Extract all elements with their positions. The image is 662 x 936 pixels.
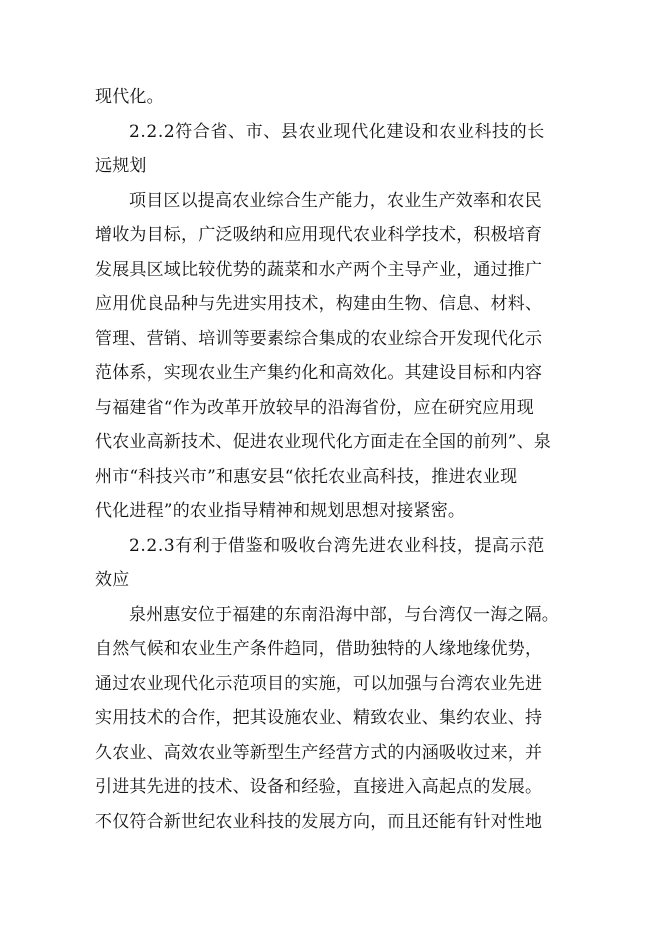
paragraph-line: 实用技术的合作，把其设施农业、精致农业、集约农业、持 [95,708,543,728]
paragraph-line: 通过农业现代化示范项目的实施，可以加强与台湾农业先进 [95,673,543,694]
paragraph-line: 与福建省“作为改革开放较早的沿海省份，应在研究应用现 [95,397,534,418]
paragraph-line: 管理、营销、培训等要素综合集成的农业综合开发现代化示 [95,328,543,349]
paragraph-line: 发展具区域比较优势的蔬菜和水产两个主导产业，通过推广 [95,259,543,280]
paragraph-line: 引进其先进的技术、设备和经验，直接进入高起点的发展。 [95,777,543,797]
paragraph-line: 久农业、高效农业等新型生产经营方式的内涵吸收过来，并 [95,742,543,763]
document-body [95,80,565,839]
paragraph-line: 项目区以提高农业综合生产能力，农业生产效率和农民 [129,190,542,211]
paragraph-line: 代化进程”的农业指导精神和规划思想对接紧密。 [95,501,466,521]
paragraph-line: 自然气候和农业生产条件趋同，借助独特的人缘地缘优势， [95,639,543,659]
paragraph-line: 代农业高新技术、促进农业现代化方面走在全国的前列”、泉 [95,432,552,452]
paragraph-line: 范体系，实现农业生产集约化和高效化。其建设目标和内容 [95,363,543,383]
section-heading-2-2-3-continued: 效应 [95,570,130,590]
section-heading-2-2-3: 2.2.3有利于借鉴和吸收台湾先进农业科技，提高示范 [129,535,545,556]
section-heading-2-2-2-continued: 远规划 [95,156,147,176]
paragraph-line: 应用优良品种与先进实用技术，构建由生物、信息、材料、 [95,294,543,314]
paragraph-line: 增收为目标，广泛吸纳和应用现代农业科学技术，积极培育 [95,225,543,245]
paragraph-line: 州市“科技兴市”和惠安县“依托农业高科技，推进农业现 [95,466,518,487]
section-heading-2-2-2: 2.2.2符合省、市、县农业现代化建设和农业科技的长 [129,121,545,142]
text-line: 现代化。 [95,87,164,107]
paragraph-line: 不仅符合新世纪农业科技的发展方向，而且还能有针对性地 [95,811,543,832]
paragraph-line: 泉州惠安位于福建的东南沿海中部，与台湾仅一海之隔。 [129,604,559,625]
